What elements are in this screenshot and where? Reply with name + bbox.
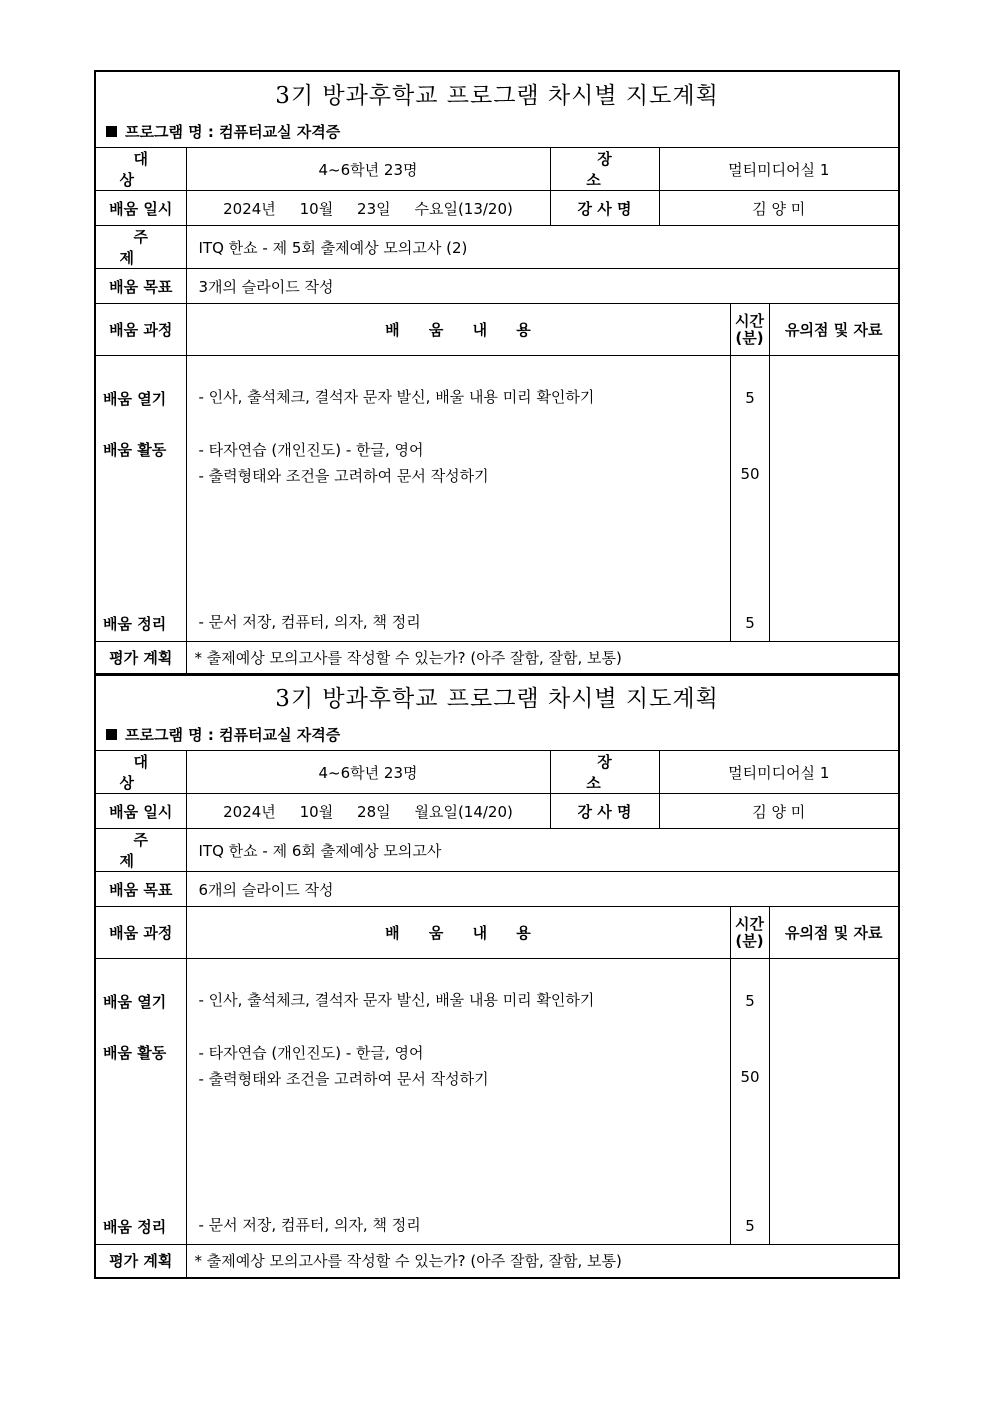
stage-close-label: 배움 정리 <box>103 1218 167 1236</box>
stage-activity-time: 50 <box>740 1068 760 1086</box>
plan-title: 3기 방과후학교 프로그램 차시별 지도계획 <box>95 674 899 718</box>
goal-value: 3개의 슬라이드 작성 <box>186 269 899 304</box>
stage-activity-line-2: - 출력형태와 조건을 고려하여 문서 작성하기 <box>198 467 489 485</box>
eval-label: 평가 계획 <box>95 642 186 675</box>
place-value: 멀티미디어실 1 <box>659 148 899 191</box>
stage-open-time: 5 <box>745 389 755 407</box>
goal-label: 배움 목표 <box>95 872 186 907</box>
date-month: 10월 <box>299 802 334 821</box>
eval-label: 평가 계획 <box>95 1245 186 1278</box>
date-year: 2024년 <box>223 802 276 821</box>
date-day: 28일 <box>357 802 391 821</box>
stage-times <box>730 356 769 642</box>
date-value <box>186 794 550 829</box>
stage-labels <box>95 356 186 642</box>
notes-cell <box>769 959 899 1245</box>
stage-open-label: 배움 열기 <box>103 993 167 1011</box>
target-label: 대 상 <box>95 751 186 794</box>
date-label: 배움 일시 <box>95 794 186 829</box>
stage-contents <box>186 356 730 642</box>
stage-open-line: - 인사, 출석체크, 결석자 문자 발신, 배울 내용 미리 확인하기 <box>198 388 595 406</box>
program-name-text: 프로그램 명 : 컴퓨터교실 자격증 <box>125 122 341 141</box>
topic-label: 주 제 <box>95 226 186 269</box>
time-header: 시간 (분) <box>730 907 769 959</box>
stage-activity-time: 50 <box>740 465 760 483</box>
stage-activity-line-1: - 타자연습 (개인진도) - 한글, 영어 <box>198 1044 424 1062</box>
content-label: 배 움 내 용 <box>186 304 730 356</box>
place-label: 장 소 <box>550 148 659 191</box>
place-value: 멀티미디어실 1 <box>659 751 899 794</box>
plan-title: 3기 방과후학교 프로그램 차시별 지도계획 <box>95 71 899 115</box>
eval-value: * 출제예상 모의고사를 작성할 수 있는가? (아주 잘함, 잘함, 보통) <box>186 1245 899 1278</box>
notes-label: 유의점 및 자료 <box>769 907 899 959</box>
program-name <box>95 115 899 148</box>
stage-times <box>730 959 769 1245</box>
date-weekday: 월요일(14/20) <box>414 802 513 821</box>
lesson-plan-1 <box>94 70 900 676</box>
topic-value: ITQ 한쇼 - 제 6회 출제예상 모의고사 <box>186 829 899 872</box>
teacher-value: 김 양 미 <box>659 794 899 829</box>
square-bullet-icon <box>106 126 117 137</box>
lesson-plan-2 <box>94 673 900 1279</box>
stage-close-line: - 문서 저장, 컴퓨터, 의자, 책 정리 <box>198 613 421 631</box>
date-label: 배움 일시 <box>95 191 186 226</box>
target-value: 4~6학년 23명 <box>186 751 550 794</box>
eval-value: * 출제예상 모의고사를 작성할 수 있는가? (아주 잘함, 잘함, 보통) <box>186 642 899 675</box>
teacher-label: 강 사 명 <box>550 191 659 226</box>
teacher-value: 김 양 미 <box>659 191 899 226</box>
program-name <box>95 718 899 751</box>
stage-activity-label: 배움 활동 <box>103 441 167 459</box>
goal-label: 배움 목표 <box>95 269 186 304</box>
stage-activity-line-2: - 출력형태와 조건을 고려하여 문서 작성하기 <box>198 1070 489 1088</box>
content-label: 배 움 내 용 <box>186 907 730 959</box>
stage-close-time: 5 <box>745 614 755 632</box>
date-year: 2024년 <box>223 199 276 218</box>
stage-close-label: 배움 정리 <box>103 615 167 633</box>
date-day: 23일 <box>357 199 391 218</box>
stage-open-time: 5 <box>745 992 755 1010</box>
topic-label: 주 제 <box>95 829 186 872</box>
goal-value: 6개의 슬라이드 작성 <box>186 872 899 907</box>
time-header: 시간 (분) <box>730 304 769 356</box>
notes-label: 유의점 및 자료 <box>769 304 899 356</box>
stage-activity-line-1: - 타자연습 (개인진도) - 한글, 영어 <box>198 441 424 459</box>
program-name-text: 프로그램 명 : 컴퓨터교실 자격증 <box>125 725 341 744</box>
stage-open-line: - 인사, 출석체크, 결석자 문자 발신, 배울 내용 미리 확인하기 <box>198 991 595 1009</box>
process-label: 배움 과정 <box>95 304 186 356</box>
date-weekday: 수요일(13/20) <box>414 199 513 218</box>
place-label: 장 소 <box>550 751 659 794</box>
target-label: 대 상 <box>95 148 186 191</box>
square-bullet-icon <box>106 729 117 740</box>
stage-close-time: 5 <box>745 1217 755 1235</box>
date-value <box>186 191 550 226</box>
topic-value: ITQ 한쇼 - 제 5회 출제예상 모의고사 (2) <box>186 226 899 269</box>
process-label: 배움 과정 <box>95 907 186 959</box>
date-month: 10월 <box>299 199 334 218</box>
stage-contents <box>186 959 730 1245</box>
teacher-label: 강 사 명 <box>550 794 659 829</box>
stage-activity-label: 배움 활동 <box>103 1044 167 1062</box>
stage-close-line: - 문서 저장, 컴퓨터, 의자, 책 정리 <box>198 1216 421 1234</box>
notes-cell <box>769 356 899 642</box>
target-value: 4~6학년 23명 <box>186 148 550 191</box>
stage-labels <box>95 959 186 1245</box>
stage-open-label: 배움 열기 <box>103 390 167 408</box>
